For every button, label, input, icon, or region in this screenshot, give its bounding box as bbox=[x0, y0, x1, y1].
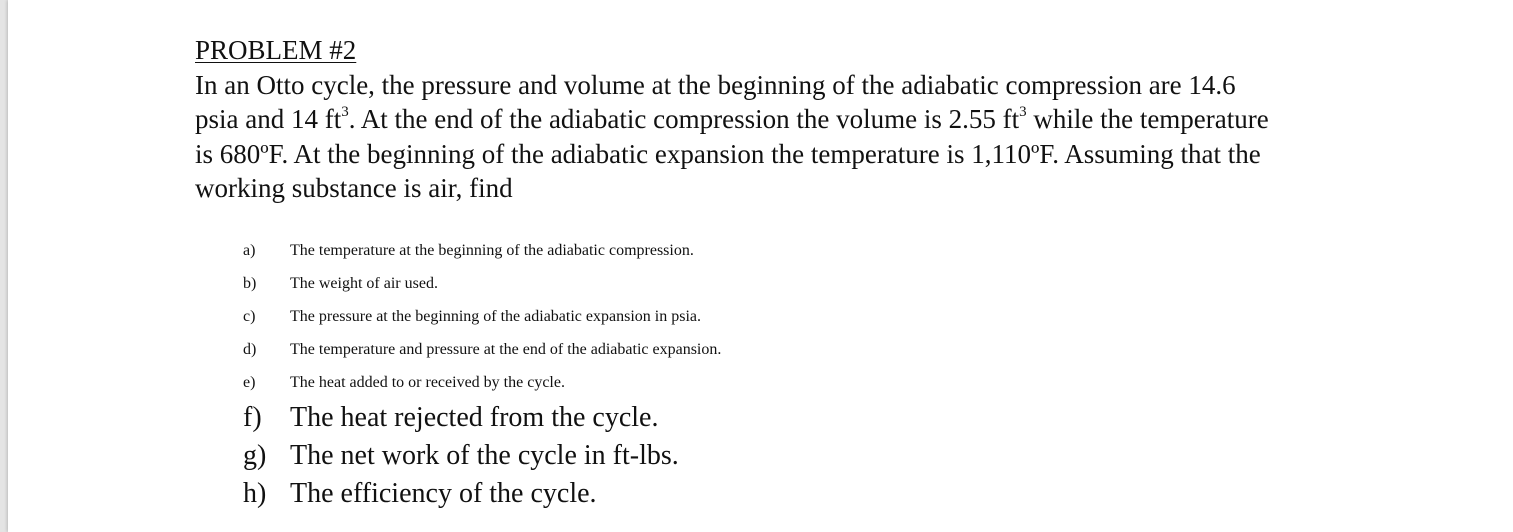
statement-line bbox=[195, 102, 1395, 137]
item-text: The weight of air used. bbox=[290, 275, 438, 292]
item-marker: h) bbox=[243, 478, 267, 509]
statement-text: . At the end of the adiabatic compression the volume is 2.55 ft bbox=[348, 104, 1020, 134]
item-marker: g) bbox=[243, 440, 267, 471]
problem-title: PROBLEM #2 bbox=[195, 35, 357, 65]
item-marker: f) bbox=[243, 402, 262, 433]
list-item bbox=[243, 399, 721, 437]
superscript: 3 bbox=[341, 104, 349, 120]
list-item bbox=[243, 300, 721, 333]
problem-statement bbox=[195, 68, 1395, 206]
list-item bbox=[243, 437, 721, 475]
problem-content bbox=[195, 33, 1395, 206]
statement-line: is 680ºF. At the beginning of the adiabatic expansion the temperature is 1,110ºF. Assuming that the bbox=[195, 138, 1261, 169]
list-item bbox=[243, 234, 721, 267]
list-item bbox=[243, 366, 721, 399]
item-marker: b) bbox=[243, 275, 257, 292]
item-text: The net work of the cycle in ft-lbs. bbox=[290, 440, 679, 471]
item-marker: d) bbox=[243, 341, 257, 358]
list-item bbox=[243, 267, 721, 300]
list-item bbox=[243, 333, 721, 366]
list-item bbox=[243, 475, 721, 513]
statement-line: working substance is air, find bbox=[195, 173, 513, 203]
item-text: The efficiency of the cycle. bbox=[290, 478, 597, 509]
item-text: The heat rejected from the cycle. bbox=[290, 402, 659, 433]
item-marker: a) bbox=[243, 242, 256, 259]
item-marker: e) bbox=[243, 374, 256, 391]
question-list bbox=[243, 234, 721, 513]
item-marker: c) bbox=[243, 308, 256, 325]
item-text: The heat added to or received by the cycle. bbox=[290, 374, 565, 391]
statement-text: psia and 14 ft bbox=[195, 104, 342, 134]
superscript: 3 bbox=[1019, 104, 1027, 120]
item-text: The temperature and pressure at the end of the adiabatic expansion. bbox=[290, 341, 722, 358]
item-text: The pressure at the beginning of the adiabatic expansion in psia. bbox=[290, 308, 701, 325]
document-page bbox=[8, 0, 1513, 532]
statement-text: while the temperature bbox=[1026, 104, 1269, 134]
item-text: The temperature at the beginning of the adiabatic compression. bbox=[290, 242, 694, 259]
statement-line: In an Otto cycle, the pressure and volume at the beginning of the adiabatic compression are 14.6 bbox=[195, 69, 1236, 100]
